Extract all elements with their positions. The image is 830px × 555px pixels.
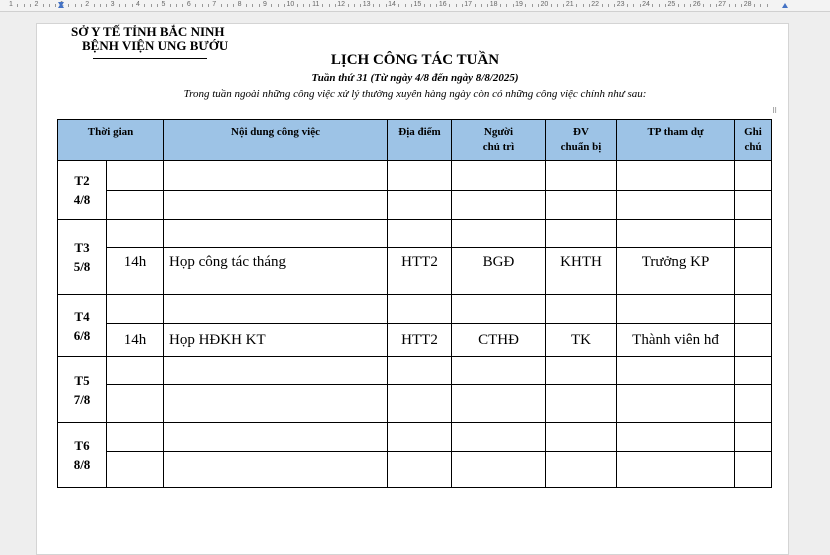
ruler-minor-tick [589, 4, 590, 7]
ruler-label: 18 [489, 1, 498, 8]
org-name-line2: BỆNH VIỆN UNG BƯỚU [82, 38, 229, 53]
ruler-minor-tick [373, 4, 374, 7]
ruler-label: 3 [110, 1, 115, 8]
ruler-label: 8 [237, 1, 242, 8]
place-cell[interactable] [388, 423, 452, 452]
column-header-label: chuẩn bị [560, 141, 602, 153]
host-cell[interactable] [452, 191, 546, 220]
note-cell[interactable] [735, 423, 772, 452]
column-header-label: ĐV [573, 126, 589, 138]
ruler-minor-tick [202, 4, 203, 7]
time-cell[interactable]: 14h [107, 248, 164, 295]
ruler-label: 2 [85, 1, 90, 8]
ruler-minor-tick [386, 4, 387, 7]
ruler-minor-tick [551, 4, 552, 7]
note-cell[interactable] [735, 357, 772, 385]
attendees-cell[interactable] [617, 423, 735, 452]
ruler-minor-tick [754, 4, 755, 7]
time-cell[interactable] [107, 385, 164, 423]
ruler-label: 20 [540, 1, 549, 8]
prep-cell[interactable] [546, 161, 617, 191]
day-cell[interactable] [58, 295, 107, 357]
ruler-label: 6 [186, 1, 191, 8]
ruler-minor-tick [513, 4, 514, 7]
ruler-minor-tick [94, 4, 95, 7]
ruler-minor-tick [379, 4, 380, 7]
date-label: 6/8 [73, 327, 91, 343]
prep-cell[interactable]: TK [546, 324, 617, 357]
ruler-minor-tick [741, 4, 742, 7]
content-cell[interactable] [164, 452, 388, 488]
ruler-minor-tick [309, 4, 310, 7]
schedule-table[interactable] [57, 119, 772, 488]
ruler-minor-tick [703, 4, 704, 7]
ruler-label: 22 [591, 1, 600, 8]
ruler-minor-tick [335, 4, 336, 7]
day-cell[interactable] [58, 161, 107, 220]
host-cell[interactable] [452, 423, 546, 452]
ruler-minor-tick [760, 4, 761, 7]
ruler-minor-tick [608, 4, 609, 7]
ruler-label: 11 [312, 1, 320, 8]
ruler-minor-tick [475, 4, 476, 7]
ruler-minor-tick [246, 4, 247, 7]
ruler-label: 28 [743, 1, 752, 8]
ruler-minor-tick [729, 4, 730, 7]
place-cell[interactable]: HTT2 [388, 324, 452, 357]
place-cell[interactable] [388, 385, 452, 423]
ruler-label: 10 [286, 1, 295, 8]
day-label: T4 [74, 308, 90, 324]
host-cell[interactable] [452, 295, 546, 324]
day-label: T2 [74, 173, 90, 188]
ruler-minor-tick [132, 4, 133, 7]
ruler-label: 12 [337, 1, 346, 8]
table-row [58, 385, 772, 423]
column-header-label: Ghi [744, 126, 762, 138]
attendees-cell[interactable] [617, 161, 735, 191]
ruler-minor-tick [430, 4, 431, 7]
day-cell[interactable] [58, 220, 107, 295]
right-indent-marker[interactable] [782, 3, 788, 8]
ruler-minor-tick [665, 4, 666, 7]
ruler-minor-tick [43, 4, 44, 7]
date-label: 4/8 [73, 192, 91, 207]
time-cell[interactable] [107, 357, 164, 385]
ruler-minor-tick [30, 4, 31, 7]
column-header-label: chủ trì [482, 141, 515, 153]
ruler-minor-tick [424, 4, 425, 7]
ruler-label: 4 [136, 1, 140, 8]
ruler-minor-tick [684, 4, 685, 7]
ruler-label: 23 [616, 1, 625, 8]
ruler-minor-tick [144, 4, 145, 7]
note-cell[interactable] [735, 295, 772, 324]
left-indent-marker[interactable] [58, 3, 64, 8]
attendees-cell[interactable]: Thành viên hđ [617, 324, 735, 357]
table-row [58, 357, 772, 385]
prep-cell[interactable] [546, 295, 617, 324]
ruler-minor-tick [329, 4, 330, 7]
ruler-minor-tick [221, 4, 222, 7]
table-row [58, 324, 772, 357]
ruler-minor-tick [652, 4, 653, 7]
note-cell[interactable] [735, 191, 772, 220]
ruler-minor-tick [487, 4, 488, 7]
ruler-label: 17 [464, 1, 473, 8]
ruler-minor-tick [259, 4, 260, 7]
ruler-minor-tick [195, 4, 196, 7]
content-cell[interactable]: Họp công tác tháng [164, 248, 388, 295]
date-label: 8/8 [73, 457, 91, 472]
day-cell[interactable] [58, 423, 107, 488]
ruler-label: 27 [718, 1, 727, 8]
ruler-minor-tick [532, 4, 533, 7]
ruler-minor-tick [563, 4, 564, 7]
column-header-time[interactable] [58, 120, 164, 161]
ruler-label: 7 [212, 1, 217, 8]
ruler-minor-tick [271, 4, 272, 7]
ruler-minor-tick [627, 4, 628, 7]
ruler-minor-tick [170, 4, 171, 7]
ruler-minor-tick [157, 4, 158, 7]
attendees-cell[interactable] [617, 295, 735, 324]
table-row [58, 423, 772, 452]
column-header-label: chú [744, 141, 762, 153]
place-cell[interactable] [388, 161, 452, 191]
attendees-cell[interactable] [617, 385, 735, 423]
ruler-minor-tick [49, 4, 50, 7]
ruler-label: 16 [438, 1, 447, 8]
ruler-minor-tick [659, 4, 660, 7]
ruler-minor-tick [583, 4, 584, 7]
place-cell[interactable] [388, 357, 452, 385]
note-cell[interactable] [735, 220, 772, 248]
attendees-cell[interactable] [617, 191, 735, 220]
ruler-label: 9 [263, 1, 267, 8]
ruler-label: 19 [515, 1, 523, 8]
ruler-label: 13 [362, 1, 371, 8]
place-cell[interactable]: HTT2 [388, 248, 452, 295]
ruler-minor-tick [233, 4, 234, 7]
column-header-attendees[interactable] [617, 120, 735, 161]
ruler-minor-tick [227, 4, 228, 7]
ruler-minor-tick [462, 4, 463, 7]
ruler-minor-tick [481, 4, 482, 7]
prep-cell[interactable] [546, 220, 617, 248]
horizontal-ruler[interactable] [0, 0, 830, 12]
page-title: LỊCH CÔNG TÁC TUẦN [330, 52, 500, 68]
content-cell[interactable] [164, 191, 388, 220]
ruler-minor-tick [284, 4, 285, 7]
ruler-minor-tick [297, 4, 298, 7]
ruler-minor-tick [678, 4, 679, 7]
ruler-minor-tick [506, 4, 507, 7]
column-header-label: Người [483, 126, 514, 138]
content-cell[interactable] [164, 220, 388, 248]
ruler-minor-tick [182, 4, 183, 7]
place-cell[interactable] [388, 220, 452, 248]
ruler-label: 14 [388, 1, 396, 8]
table-row [58, 220, 772, 248]
table-row [58, 452, 772, 488]
ruler-minor-tick [456, 4, 457, 7]
ruler-label: 25 [667, 1, 676, 8]
table-row [58, 248, 772, 295]
ruler-minor-tick [633, 4, 634, 7]
note-cell[interactable] [735, 452, 772, 488]
ruler-minor-tick [500, 4, 501, 7]
ruler-minor-tick [405, 4, 406, 7]
day-label: T5 [74, 372, 90, 388]
ruler-minor-tick [100, 4, 101, 7]
prep-cell[interactable] [546, 357, 617, 385]
note-cell[interactable] [735, 385, 772, 423]
ruler-minor-tick [557, 4, 558, 7]
ruler-label: 5 [161, 1, 166, 8]
ruler-minor-tick [17, 4, 18, 7]
host-cell[interactable] [452, 385, 546, 423]
note-cell[interactable] [735, 248, 772, 295]
week-subtitle: Tuần thứ 31 (Từ ngày 4/8 đến ngày 8/8/2025) [311, 72, 519, 84]
content-cell[interactable] [164, 385, 388, 423]
time-cell[interactable] [107, 295, 164, 324]
place-cell[interactable] [388, 191, 452, 220]
content-cell[interactable] [164, 357, 388, 385]
ruler-minor-tick [735, 4, 736, 7]
content-cell[interactable]: Họp HĐKH KT [164, 324, 388, 357]
prep-cell[interactable] [546, 191, 617, 220]
ruler-minor-tick [354, 4, 355, 7]
ruler-minor-tick [436, 4, 437, 7]
time-cell[interactable] [107, 452, 164, 488]
ruler-minor-tick [303, 4, 304, 7]
date-label: 5/8 [73, 259, 91, 274]
column-header-prep-unit[interactable] [546, 120, 617, 161]
column-header-content[interactable] [164, 120, 388, 161]
time-cell[interactable] [107, 423, 164, 452]
ruler-minor-tick [151, 4, 152, 7]
column-header-label: Địa điểm [398, 126, 441, 138]
host-cell[interactable]: CTHĐ [452, 324, 546, 357]
ruler-minor-tick [322, 4, 323, 7]
ruler-minor-tick [125, 4, 126, 7]
time-cell[interactable] [107, 191, 164, 220]
table-row [58, 295, 772, 324]
attendees-cell[interactable] [617, 452, 735, 488]
ruler-minor-tick [360, 4, 361, 7]
time-cell[interactable] [107, 220, 164, 248]
day-label: T3 [74, 240, 90, 255]
ruler-minor-tick [576, 4, 577, 7]
host-cell[interactable] [452, 161, 546, 191]
ruler-label: 24 [642, 1, 650, 8]
note-cell[interactable] [735, 161, 772, 191]
ruler-minor-tick [640, 4, 641, 7]
ruler-minor-tick [398, 4, 399, 7]
ruler-label: 15 [413, 1, 422, 8]
ruler-minor-tick [449, 4, 450, 7]
org-name-line1: SỞ Y TẾ TỈNH BẮC NINH [71, 24, 225, 39]
ruler-label: 1 [9, 1, 13, 8]
column-header-note[interactable] [735, 120, 772, 161]
ruler-minor-tick [208, 4, 209, 7]
day-cell[interactable] [58, 357, 107, 423]
content-cell[interactable] [164, 423, 388, 452]
ruler-minor-tick [525, 4, 526, 7]
ruler-minor-tick [614, 4, 615, 7]
ruler-minor-tick [278, 4, 279, 7]
table-header-row [58, 120, 772, 161]
ruler-minor-tick [411, 4, 412, 7]
column-header-place[interactable] [388, 120, 452, 161]
ruler-label: 21 [565, 1, 574, 8]
prep-cell[interactable] [546, 452, 617, 488]
ruler-minor-tick [75, 4, 76, 7]
host-cell[interactable] [452, 357, 546, 385]
content-cell[interactable] [164, 161, 388, 191]
content-cell[interactable] [164, 295, 388, 324]
ruler-minor-tick [716, 4, 717, 7]
column-header-label: Nội dung công việc [231, 126, 320, 138]
prep-cell[interactable]: KHTH [546, 248, 617, 295]
ruler-label: 2 [34, 1, 39, 8]
ruler-minor-tick [348, 4, 349, 7]
ruler-minor-tick [68, 4, 69, 7]
ruler-minor-tick [538, 4, 539, 7]
prep-cell[interactable] [546, 423, 617, 452]
prep-cell[interactable] [546, 385, 617, 423]
column-header-label: Thời gian [87, 126, 134, 138]
attendees-cell[interactable]: Trưởng KP [617, 248, 735, 295]
ruler-minor-tick [55, 4, 56, 7]
place-cell[interactable] [388, 452, 452, 488]
ruler-minor-tick [602, 4, 603, 7]
attendees-cell[interactable] [617, 220, 735, 248]
table-row [58, 191, 772, 220]
table-move-handle-icon[interactable]: ⠿ [772, 108, 778, 115]
date-label: 7/8 [73, 391, 91, 407]
host-cell[interactable] [452, 220, 546, 248]
note-cell[interactable] [735, 324, 772, 357]
ruler-minor-tick [710, 4, 711, 7]
ruler-label: 1 [59, 1, 64, 8]
place-cell[interactable] [388, 295, 452, 324]
ruler-minor-tick [690, 4, 691, 7]
time-cell[interactable] [107, 161, 164, 191]
ruler-minor-tick [106, 4, 107, 7]
ruler-minor-tick [119, 4, 120, 7]
column-header-host[interactable] [452, 120, 546, 161]
intro-text: Trong tuần ngoài những công việc xử lý thường xuyên hàng ngày còn có những công việc chính như sau: [183, 88, 647, 100]
column-header-label: TP tham dự [647, 126, 704, 138]
time-cell[interactable]: 14h [107, 324, 164, 357]
ruler-minor-tick [252, 4, 253, 7]
day-label: T6 [74, 438, 90, 453]
attendees-cell[interactable] [617, 357, 735, 385]
host-cell[interactable]: BGĐ [452, 248, 546, 295]
ruler-minor-tick [24, 4, 25, 7]
ruler-minor-tick [767, 4, 768, 7]
ruler-minor-tick [81, 4, 82, 7]
ruler-minor-tick [176, 4, 177, 7]
table-row [58, 161, 772, 191]
host-cell[interactable] [452, 452, 546, 488]
ruler-label: 26 [692, 1, 701, 8]
